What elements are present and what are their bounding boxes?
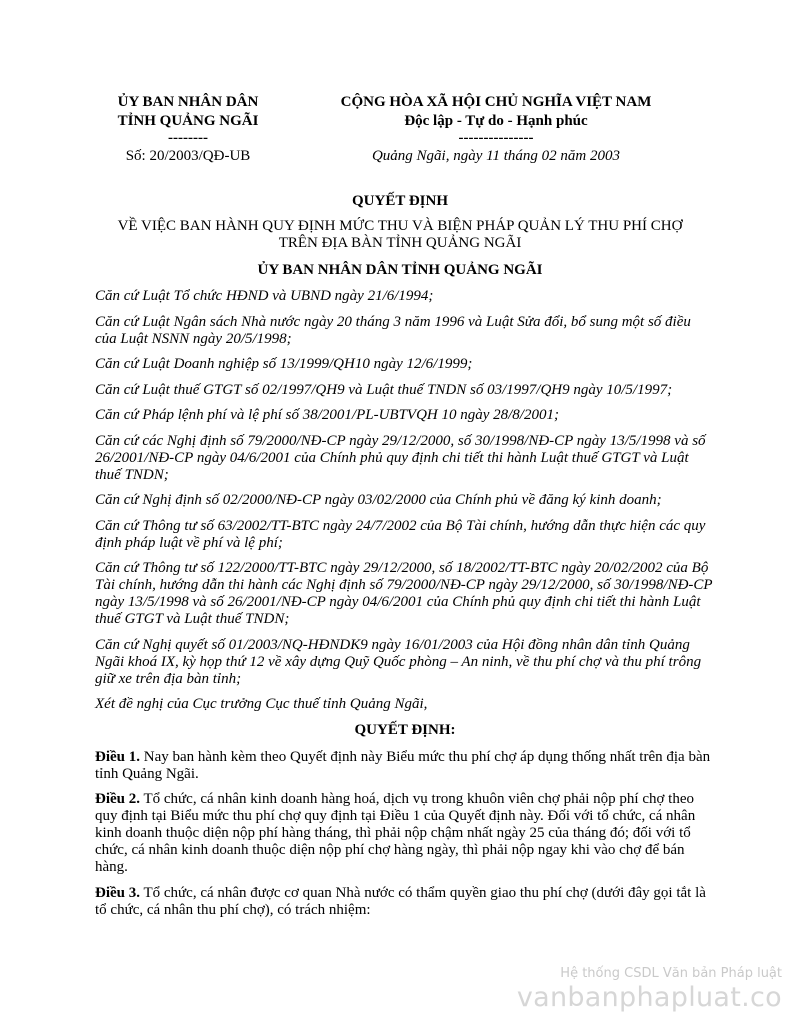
article-2 [95,791,715,876]
issuing-authority: ỦY BAN NHÂN DÂN TỈNH QUẢNG NGÃI [257,262,543,278]
document-body [95,288,715,927]
subject-line-2: TRÊN ĐỊA BÀN TỈNH QUẢNG NGÃI [278,235,522,251]
document-subject [86,218,714,252]
article-1 [95,749,715,783]
national-motto-block [300,93,692,166]
document-number: Số: 20/2003/QĐ-UB [125,148,251,164]
article-label: Điều 2. [95,791,140,807]
motto-divider: --------------- [458,130,534,146]
decision-heading: QUYẾT ĐỊNH: [354,721,456,738]
subject-line-1: VỀ VIỆC BAN HÀNH QUY ĐỊNH MỨC THU VÀ BIỆN PHÁP QUẢN LÝ THU PHÍ CHỢ [117,218,683,234]
motto: Độc lập - Tự do - Hạnh phúc [404,113,588,129]
legal-basis: Căn cứ Thông tư số 63/2002/TT-BTC ngày 24/7/2002 của Bộ Tài chính, hướng dẫn thực hiện các quy định pháp luật về phí và lệ phí; [95,517,706,551]
proposal-note: Xét đề nghị của Cục trưởng Cục thuế tỉnh Quảng Ngãi, [95,696,428,712]
agency-name: ỦY BAN NHÂN DÂN [117,94,259,110]
article-label: Điều 3. [95,884,140,901]
article-text: Tổ chức, cá nhân kinh doanh hàng hoá, dịch vụ trong khuôn viên chợ phải nộp phí chợ theo quy định tại Biểu mức thu phí chợ quy định tại Điều 1 của Quyết định này. Đối với tổ chức, cá nhân kinh doanh thuộc diện nộp phí hàng tháng, thì phải nộp chậm nhất ngày 25 của tháng đó; đối với tổ chức, cá nhân kinh doanh thuộc diện nộp phí chợ hàng ngày, thì phải nộp ngay khi vào chợ để bán hàng. [95,791,696,875]
article-3 [95,885,715,919]
issue-date: Quảng Ngãi, ngày 11 tháng 02 năm 2003 [371,148,621,164]
watermark-tagline: Hệ thống CSDL Văn bản Pháp luật [560,966,782,981]
issuing-agency-block [96,93,280,166]
agency-province: TỈNH QUẢNG NGÃI [117,113,259,129]
legal-basis: Căn cứ Thông tư số 122/2000/TT-BTC ngày 29/12/2000, số 18/2002/TT-BTC ngày 20/02/2002 của Bộ Tài chính, hướng dẫn thi hành các Nghị định số 79/2000/NĐ-CP ngày 29/12/2000, số 30/1998/NĐ-CP ngày 13/5/1998 và số 26/2001/NĐ-CP ngày 04/6/2001 của Chính phủ quy định chi tiết thi hành Luật thuế GTGT và Luật thuế TNDN; [95,560,713,627]
site-watermark [517,966,782,1014]
article-label: Điều 1. [95,748,140,765]
legal-basis: Căn cứ Luật thuế GTGT số 02/1997/QH9 và Luật thuế TNDN số 03/1997/QH9 ngày 10/5/1997; [95,381,673,398]
legal-basis: Căn cứ các Nghị định số 79/2000/NĐ-CP ngày 29/12/2000, số 30/1998/NĐ-CP ngày 13/5/1998 và số 26/2001/NĐ-CP ngày 04/6/2001 của Chính phủ quy định chi tiết thi hành Luật thuế GTGT và Luật thuế TNDN; [95,432,706,483]
legal-basis: Căn cứ Luật Ngân sách Nhà nước ngày 20 tháng 3 năm 1996 và Luật Sửa đổi, bổ sung một số điều của Luật NSNN ngày 20/5/1998; [95,313,691,347]
legal-basis: Căn cứ Pháp lệnh phí và lệ phí số 38/2001/PL-UBTVQH 10 ngày 28/8/2001; [95,407,559,423]
country-name: CỘNG HÒA XÃ HỘI CHỦ NGHĨA VIỆT NAM [340,94,652,110]
article-text: Nay ban hành kèm theo Quyết định này Biểu mức thu phí chợ áp dụng thống nhất trên địa bàn tỉnh Quảng Ngãi. [95,748,711,782]
legal-basis: Căn cứ Luật Doanh nghiệp số 13/1999/QH10 ngày 12/6/1999; [95,356,473,372]
legal-basis: Căn cứ Nghị quyết số 01/2003/NQ-HĐNDK9 ngày 16/01/2003 của Hội đồng nhân dân tỉnh Quảng Ngãi khoá IX, kỳ họp thứ 12 về xây dựng Quỹ Quốc phòng – An ninh, về thu phí chợ và thu phí trông giữ xe trên địa bàn tỉnh; [95,636,702,687]
agency-divider: -------- [168,130,208,146]
document-title: QUYẾT ĐỊNH [352,193,448,209]
legal-basis: Căn cứ Luật Tổ chức HĐND và UBND ngày 21/6/1994; [95,288,434,304]
article-text: Tổ chức, cá nhân được cơ quan Nhà nước có thẩm quyền giao thu phí chợ (dưới đây gọi tắt là tổ chức, cá nhân thu phí chợ), có trách nhiệm: [95,884,706,918]
watermark-domain: vanbanphapluat.co [516,982,782,1013]
legal-basis: Căn cứ Nghị định số 02/2000/NĐ-CP ngày 03/02/2000 của Chính phủ về đăng ký kinh doanh; [95,492,662,508]
